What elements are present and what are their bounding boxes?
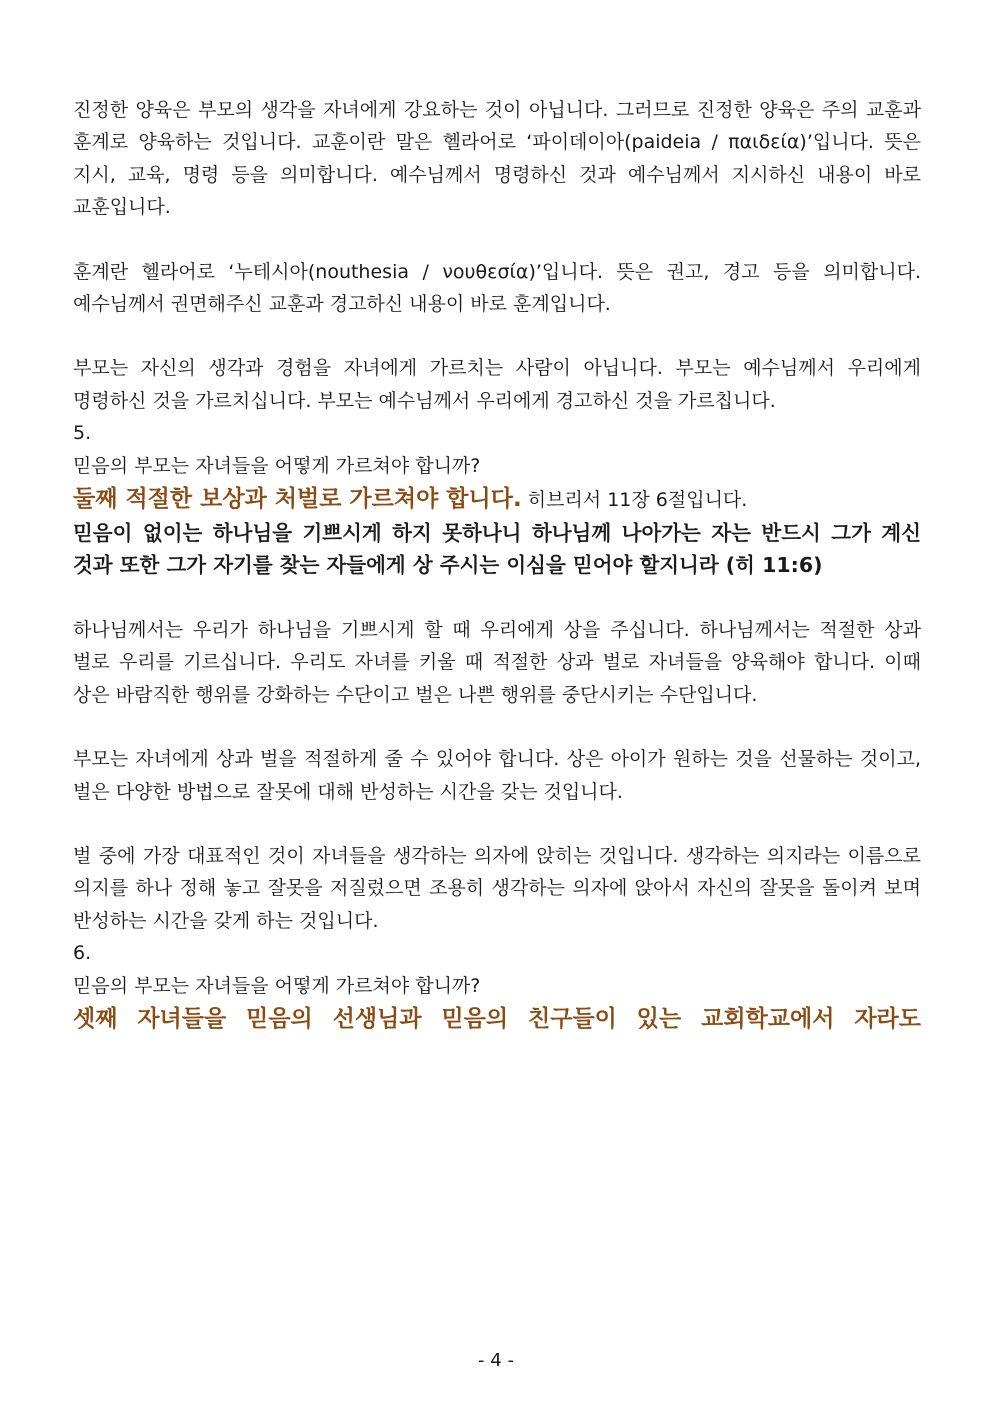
question-5-text: 믿음의 부모는 자녀들을 어떻게 가르쳐야 합니까? [73, 454, 481, 477]
paragraph-paideia: 진정한 양육은 부모의 생각을 자녀에게 강요하는 것이 아닙니다. 그러므로 진정한 양육은 주의 교훈과 훈계로 양육하는 것입니다. 교훈이란 말은 헬라어로 ‘파이데이아(paideia / παιδεία)’입니다. 뜻은 지시, 교육, 명령 등을 의미합니다. 예수님께서 명령하신 것과 예수님께서 지시하신 내용이 바로 교훈입니다. [73, 99, 921, 219]
answer-5 [73, 482, 921, 517]
paragraph-nouthesia: 훈계란 헬라어로 ‘누테시아(nouthesia / νουθεσία)’입니다. 뜻은 권고, 경고 등을 의미합니다. 예수님께서 권면해주신 교훈과 경고하신 내용이 바로 훈계입니다. [73, 260, 921, 316]
paragraph-reward-punishment: 하나님께서는 우리가 하나님을 기쁘시게 할 때 우리에게 상을 주십니다. 하나님께서는 적절한 상과 벌로 우리를 기르십니다. 우리도 자녀를 키울 때 적절한 상과 벌로 자녀들을 양육해야 합니다. 이때 상은 바람직한 행위를 강화하는 수단이고 벌은 나쁜 행위를 중단시키는 수단입니다. [73, 618, 921, 706]
answer-5-reference: 히브리서 11장 6절입니다. [521, 489, 748, 512]
answer-6-heading: 셋째 자녀들을 믿음의 선생님과 믿음의 친구들이 있는 교회학교에서 자라도 [73, 1005, 921, 1032]
paragraph-thinking-chair: 벌 중에 가장 대표적인 것이 자녀들을 생각하는 의자에 앉히는 것입니다. 생각하는 의지라는 이름으로 의지를 하나 정해 놓고 잘못을 저질렀으면 조용히 생각하는 의자에 앉아서 자신의 잘못을 돌이켜 보며 반성하는 시간을 갖게 하는 것입니다. [73, 844, 921, 932]
scripture-verse: 믿음이 없이는 하나님을 기쁘시게 하지 못하나니 하나님께 나아가는 자는 반드시 그가 계신 것과 또한 그가 자기를 찾는 자들에게 상 주시는 이심을 믿어야 할지니라 (히 11:6) [73, 521, 921, 578]
document-body [73, 94, 921, 1036]
paragraph-appropriate-reward: 부모는 자녀에게 상과 벌을 적절하게 줄 수 있어야 합니다. 상은 아이가 원하는 것을 선물하는 것이고, 벌은 다양한 방법으로 잘못에 대해 반성하는 시간을 갖는 것입니다. [73, 748, 921, 803]
page-number: - 4 - [478, 1350, 514, 1371]
paragraph-parents-teach: 부모는 자신의 생각과 경험을 자녀에게 가르치는 사람이 아닙니다. 부모는 예수님께서 우리에게 명령하신 것을 가르치십니다. 부모는 예수님께서 우리에게 경고하신 것을 가르칩니다. [73, 357, 921, 412]
question-6-text: 믿음의 부모는 자녀들을 어떻게 가르쳐야 합니까? [73, 974, 481, 997]
question-6-number: 6. [73, 942, 92, 965]
answer-5-heading: 둘째 적절한 보상과 처벌로 가르쳐야 합니다. [73, 486, 522, 513]
question-5-number: 5. [73, 422, 92, 445]
